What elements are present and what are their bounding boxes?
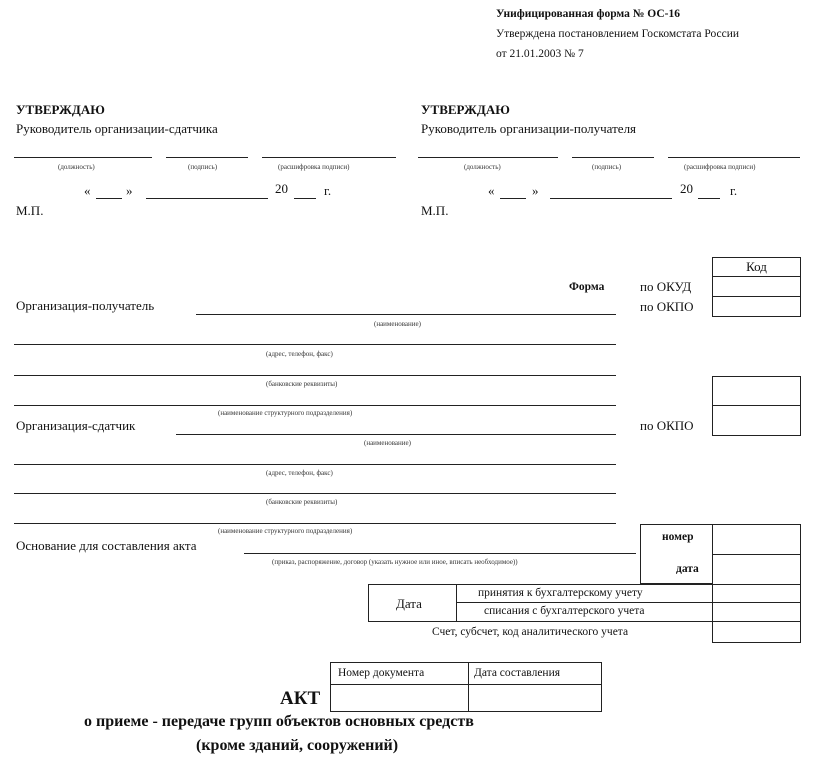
approve-left-month-line[interactable] xyxy=(146,198,268,199)
receiver-cap-unit: (наименование структурного подразделения) xyxy=(218,409,353,417)
approve-left-date-open: « xyxy=(84,183,91,198)
sender-name-line[interactable] xyxy=(176,434,616,435)
approve-right-title: УТВЕРЖДАЮ xyxy=(421,102,510,117)
write-off-label: списания с бухгалтерского учета xyxy=(484,605,645,617)
okpo-receiver-label: по ОКПО xyxy=(640,299,694,314)
okpo-receiver-code-cell[interactable] xyxy=(712,296,801,317)
receiver-unit-line[interactable] xyxy=(14,405,616,406)
approve-right-year-suffix: г. xyxy=(730,183,738,198)
approve-left-title: УТВЕРЖДАЮ xyxy=(16,102,105,117)
approve-left-stamp: М.П. xyxy=(16,203,44,218)
approve-left-cap-signature: (подпись) xyxy=(188,163,218,171)
approve-right-subtitle: Руководитель организации-получателя xyxy=(421,121,637,136)
okud-code-cell[interactable] xyxy=(712,276,801,297)
approve-left-year-line[interactable] xyxy=(294,198,316,199)
sender-cap-bank: (банковские реквизиты) xyxy=(266,498,338,506)
accounting-divider xyxy=(456,584,457,622)
receiver-cap-name: (наименование) xyxy=(374,320,421,328)
receiver-name-line[interactable] xyxy=(196,314,616,315)
approval-date-line: от 21.01.2003 № 7 xyxy=(496,48,584,60)
approve-left-year-suffix: г. xyxy=(324,183,332,198)
form-number-line: Унифицированная форма № ОС-16 xyxy=(496,8,680,20)
doc-number-header: Номер документа xyxy=(338,667,425,679)
receiver-cap-address: (адрес, телефон, факс) xyxy=(266,350,333,358)
act-note: (кроме зданий, сооружений) xyxy=(196,737,399,754)
approve-left-cap-position: (должность) xyxy=(58,163,95,171)
accept-date-cell[interactable] xyxy=(712,584,801,603)
approve-right-position-line[interactable] xyxy=(418,157,558,158)
basis-number-label: номер xyxy=(662,531,694,543)
receiver-bank-line[interactable] xyxy=(14,375,616,376)
approve-right-cap-signature: (подпись) xyxy=(592,163,622,171)
sender-address-line[interactable] xyxy=(14,464,616,465)
receiver-label: Организация-получатель xyxy=(16,298,155,313)
sender-cap-name: (наименование) xyxy=(364,439,411,447)
approve-right-day-line[interactable] xyxy=(500,198,526,199)
sender-bank-line[interactable] xyxy=(14,493,616,494)
sender-cap-address: (адрес, телефон, факс) xyxy=(266,469,333,477)
approve-left-year: 20 xyxy=(275,181,288,196)
approve-right-cap-position: (должность) xyxy=(464,163,501,171)
approve-right-year: 20 xyxy=(680,181,693,196)
sender-cap-unit: (наименование структурного подразделения) xyxy=(218,527,353,535)
form-label: Форма xyxy=(569,281,605,293)
approve-right-stamp: М.П. xyxy=(421,203,449,218)
doc-date-cell[interactable] xyxy=(470,686,600,710)
basis-doc-line[interactable] xyxy=(244,553,636,554)
account-code-cell[interactable] xyxy=(712,621,801,643)
approved-by-line: Утверждена постановлением Госкомстата России xyxy=(496,28,740,40)
receiver-address-line[interactable] xyxy=(14,344,616,345)
accept-label: принятия к бухгалтерскому учету xyxy=(478,587,643,599)
write-off-date-cell[interactable] xyxy=(712,602,801,622)
approve-left-date-close: » xyxy=(126,183,133,198)
okpo-sender-code-cell[interactable] xyxy=(712,405,801,436)
basis-label: Основание для составления акта xyxy=(16,538,197,553)
approve-right-month-line[interactable] xyxy=(550,198,672,199)
basis-date-cell[interactable] xyxy=(712,554,801,585)
approve-left-subtitle: Руководитель организации-сдатчика xyxy=(16,121,218,136)
approve-right-name-line[interactable] xyxy=(668,157,800,158)
approve-left-position-line[interactable] xyxy=(14,157,152,158)
act-subtitle: о приеме - передаче групп объектов основных средств xyxy=(84,713,474,730)
doc-table-row-divider xyxy=(330,684,602,685)
approve-right-date-open: « xyxy=(488,183,495,198)
approve-right-year-line[interactable] xyxy=(698,198,720,199)
basis-date-label: дата xyxy=(676,563,699,575)
code-header: Код xyxy=(712,257,801,277)
approve-left-day-line[interactable] xyxy=(96,198,122,199)
account-label: Счет, субсчет, код аналитического учета xyxy=(432,626,629,638)
basis-number-cell[interactable] xyxy=(712,524,801,555)
doc-number-cell[interactable] xyxy=(332,686,466,710)
basis-cap-doc: (приказ, распоряжение, договор (указать нужное или иное, вписать необходимое)) xyxy=(272,558,518,566)
doc-table-col-divider xyxy=(468,662,469,712)
receiver-unit-code-cell[interactable] xyxy=(712,376,801,406)
receiver-cap-bank: (банковские реквизиты) xyxy=(266,380,338,388)
okud-label: по ОКУД xyxy=(640,279,692,294)
approve-right-signature-line[interactable] xyxy=(572,157,654,158)
sender-label: Организация-сдатчик xyxy=(16,418,136,433)
sender-unit-line[interactable] xyxy=(14,523,616,524)
approve-left-cap-name: (расшифровка подписи) xyxy=(278,163,350,171)
approve-left-name-line[interactable] xyxy=(262,157,396,158)
doc-date-header: Дата составления xyxy=(474,667,561,679)
approve-left-signature-line[interactable] xyxy=(166,157,248,158)
okpo-sender-label: по ОКПО xyxy=(640,418,694,433)
accounting-row-divider xyxy=(456,602,713,603)
approve-right-date-close: » xyxy=(532,183,539,198)
act-title: АКТ xyxy=(280,688,321,709)
approve-right-cap-name: (расшифровка подписи) xyxy=(684,163,756,171)
accounting-date-label: Дата xyxy=(396,596,422,611)
